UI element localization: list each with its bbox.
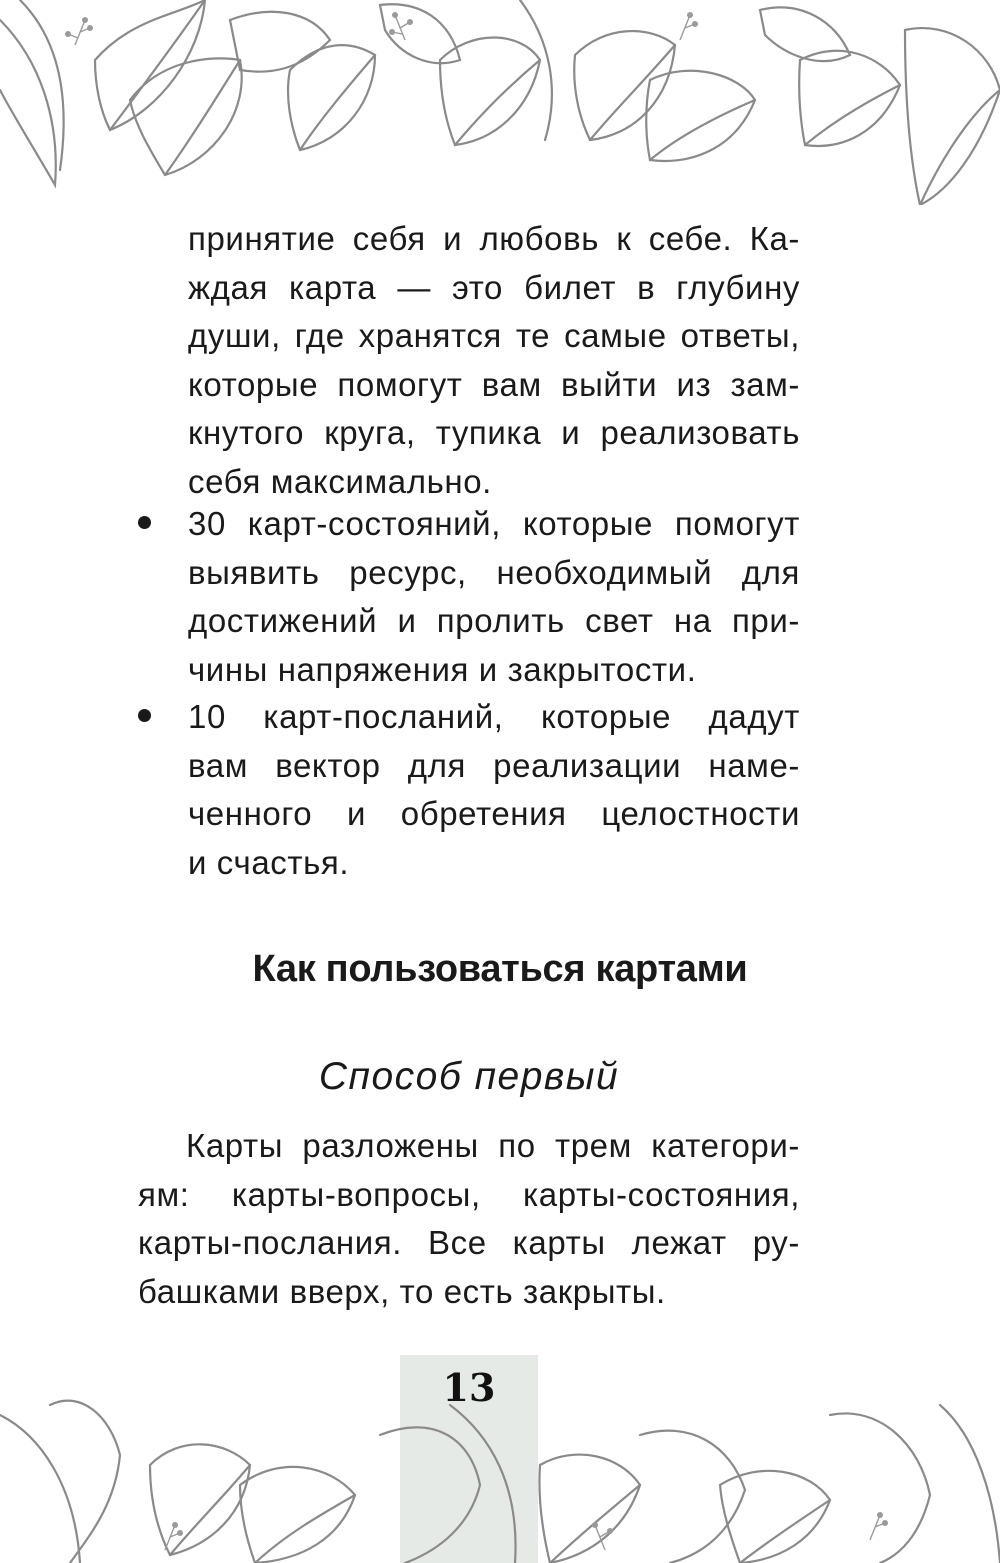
- paragraph: [138, 1122, 800, 1316]
- bullet-icon: [138, 516, 151, 529]
- leaf-icon: [640, 1431, 745, 1563]
- text-line: чины напряжения и закрытости.: [188, 650, 697, 688]
- leaf-icon: [720, 1471, 830, 1563]
- leaf-icon: [440, 38, 540, 146]
- paragraph-continued: [188, 215, 800, 506]
- sprig-icon: [68, 20, 90, 45]
- leaf-icon: [760, 7, 850, 61]
- leaf-icon: [0, 20, 56, 185]
- text-line: ченного и обретения целостности: [188, 795, 800, 832]
- leaf-icon: [130, 58, 242, 175]
- text-line: которые помогут вам выйти из зам-: [188, 365, 800, 403]
- sprig-icon: [392, 15, 410, 40]
- leaf-icon: [95, 0, 205, 130]
- leaf-icon: [830, 1413, 930, 1563]
- text-line: Карты разложены по трем категори-: [186, 1127, 800, 1164]
- leaf-icon: [150, 1444, 250, 1555]
- text-line: 10 карт-посланий, которые дадут: [188, 698, 800, 735]
- list-item: [188, 500, 800, 694]
- text-line: и счастья.: [188, 843, 350, 881]
- leaf-icon: [646, 71, 755, 161]
- sprig-icon: [595, 1525, 610, 1550]
- sprig-icon: [870, 1515, 885, 1540]
- text-line: принятие себя и любовь к себе. Ка-: [188, 220, 800, 257]
- page-number: 13: [442, 1365, 496, 1410]
- leaf-icon: [288, 45, 375, 150]
- text-line: выявить ресурс, необходимый для: [188, 553, 800, 591]
- leaf-icon: [0, 1415, 80, 1563]
- leaf-icon: [240, 1467, 355, 1563]
- text-line: души, где хранятся те самые ответы,: [188, 317, 800, 354]
- list-item: [188, 693, 800, 887]
- text-line: кнутого круга, тупика и реализовать: [188, 414, 800, 451]
- leaf-icon: [905, 28, 1000, 205]
- text-line: 30 карт-состояний, которые помогут: [188, 505, 800, 542]
- text-line: себя максимально.: [188, 462, 492, 500]
- text-line: башками вверх, то есть закрыты.: [138, 1272, 666, 1310]
- bullet-icon: [138, 709, 151, 722]
- section-heading: Как пользоваться картами: [252, 948, 748, 990]
- text-line: вам вектор для реализации наме-: [188, 746, 800, 784]
- leaf-icon: [450, 1405, 516, 1563]
- text-line: ждая карта — это билет в глубину: [188, 268, 800, 306]
- floral-border-top: [0, 0, 1000, 205]
- leaf-icon: [940, 1405, 1000, 1563]
- text-line: достижений и пролить свет на при-: [188, 602, 800, 639]
- leaf-icon: [230, 12, 330, 72]
- leaf-icon: [380, 1427, 480, 1563]
- text-line: карты-послания. Все карты лежат ру-: [138, 1224, 800, 1261]
- leaf-icon: [520, 0, 552, 140]
- leaf-icon: [539, 1455, 640, 1563]
- sprig-icon: [680, 15, 695, 40]
- text-line: ям: карты-вопросы, карты-состояния,: [138, 1175, 800, 1213]
- leaf-icon: [574, 31, 675, 140]
- section-subheading: Способ первый: [318, 1055, 620, 1098]
- leaf-icon: [799, 51, 900, 146]
